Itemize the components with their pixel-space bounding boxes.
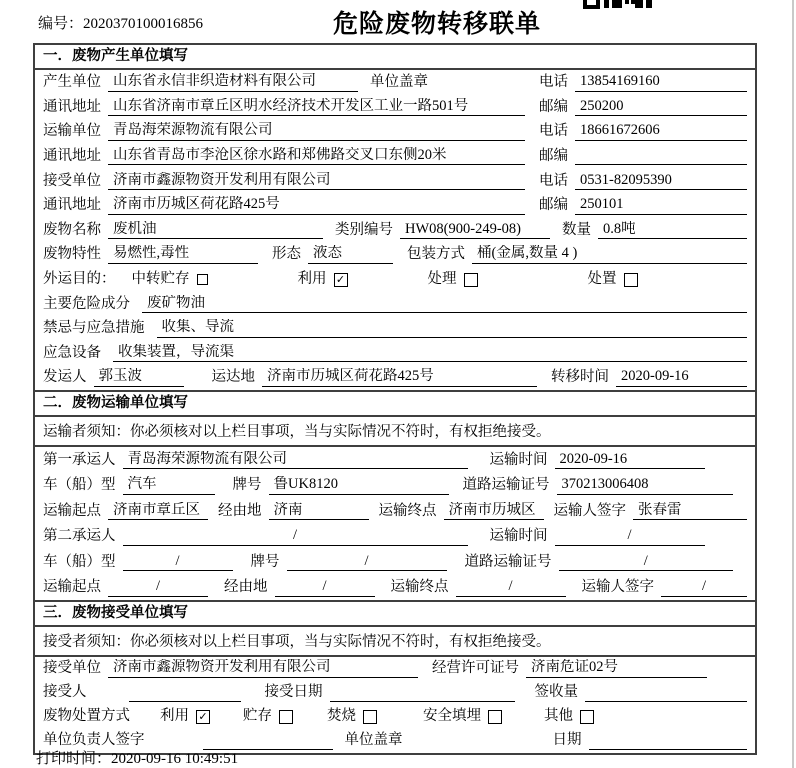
receiver-unit-label: 接受单位: [43, 172, 101, 189]
transporter-notice: [35, 417, 755, 447]
row-transport-address: [35, 144, 755, 169]
section-receiver: [35, 600, 755, 753]
row-emergency-equipment: [35, 341, 755, 366]
unit-seal-label: 单位盖章: [370, 74, 428, 91]
checkbox-transfer-storage: [197, 274, 208, 285]
check-mark-disposal: ✓: [198, 711, 208, 724]
via-2-value: /: [275, 578, 375, 596]
row-producer-address: [35, 95, 755, 120]
form-title: 危险废物转移联单: [333, 11, 542, 38]
producer-zip-label: 邮编: [539, 98, 568, 115]
transport-phone-label: 电话: [539, 123, 568, 140]
row-waste-character: [35, 242, 755, 267]
date-value: [589, 733, 748, 750]
category-code-value: HW08(900-249-08): [400, 221, 550, 239]
print-time-label: 打印时间：: [36, 751, 112, 767]
option-dispose: [588, 271, 638, 288]
transport-address-value: 山东省青岛市李沧区徐水路和郑佛路交叉口东侧20米: [108, 147, 525, 165]
road-permit-label: 道路运输证号: [462, 477, 550, 494]
row-vehicle-type-2: [35, 549, 755, 575]
vehicle-type-value: 汽车: [123, 476, 215, 494]
page-edge-line: [792, 0, 794, 768]
checkbox-landfill: [488, 710, 502, 724]
receiver-phone-value: 0531-82095390: [575, 172, 747, 190]
receiver-notice: [35, 627, 755, 657]
row-route-2: [35, 574, 755, 600]
option-incinerate: [327, 708, 377, 725]
option-other-label: 其他: [544, 708, 573, 725]
license-number-label: 经营许可证号: [432, 660, 519, 677]
row-taboo-measures: [35, 316, 755, 341]
row-accepting-unit: [35, 657, 755, 681]
producer-address-label: 通讯地址: [43, 98, 101, 115]
origin-value: 济南市章丘区: [108, 502, 208, 520]
emergency-equipment-value: 收集装置，导流渠: [113, 344, 747, 362]
producer-unit-label: 产生单位: [43, 74, 101, 91]
row-consignor: [35, 365, 755, 390]
section-transporter: [35, 390, 755, 600]
packing-label: 包装方式: [407, 246, 465, 263]
category-code-label: 类别编号: [335, 221, 393, 238]
waste-name-value: 废机油: [108, 221, 323, 239]
transporter-notice-text: 你必须核对以上栏目事项，当与实际情况不符时，有权拒绝接受。: [130, 424, 551, 441]
waste-form-value: 液态: [308, 245, 393, 263]
road-permit-2-value: /: [559, 553, 734, 571]
terminal-label: 运输终点: [378, 502, 437, 519]
option-disposal-use-label: 利用: [160, 708, 189, 725]
accept-date-value: [330, 685, 515, 702]
row-receiver-address: [35, 193, 755, 218]
receiver-address-value: 济南市历城区荷花路425号: [108, 196, 525, 214]
taboo-measures-label: 禁忌与应急措施: [43, 320, 145, 337]
waste-name-label: 废物名称: [43, 221, 101, 238]
accepting-unit-value: 济南市鑫源物资开发利用有限公司: [108, 659, 418, 677]
section-transporter-title: 二．废物运输单位填写: [35, 392, 755, 417]
option-storage: [243, 708, 293, 725]
producer-phone-label: 电话: [539, 74, 568, 91]
row-hazard-component: [35, 291, 755, 316]
row-outbound-purpose: [35, 267, 755, 292]
row-disposal-method: [35, 705, 755, 729]
checkbox-incinerate: [363, 710, 377, 724]
destination-value: 济南市历城区荷花路425号: [262, 368, 537, 386]
consignor-value: 郭玉波: [94, 368, 184, 386]
option-transfer-storage-label: 中转贮存: [131, 270, 190, 287]
carrier-signature-2-value: /: [661, 578, 747, 596]
received-quantity-value: [585, 685, 747, 702]
terminal-value: 济南市历城区: [444, 502, 544, 520]
producer-unit-value: 山东省永信非织造材料有限公司: [108, 73, 358, 91]
checkbox-treat: [464, 273, 478, 287]
first-carrier-value: 青岛海荣源物流有限公司: [123, 451, 468, 469]
vehicle-type-2-label: 车（船）型: [43, 553, 116, 570]
print-time-value: 2020-09-16 10:49:51: [111, 751, 239, 767]
road-permit-value: 370213006408: [557, 476, 734, 494]
option-treat: [428, 271, 478, 288]
row-vehicle-type-1: [35, 472, 755, 498]
origin-2-value: /: [108, 578, 208, 596]
receiver-address-label: 通讯地址: [43, 197, 101, 214]
hazard-component-label: 主要危险成分: [43, 295, 130, 312]
serial-label: 编号：: [38, 16, 84, 32]
transport-zip-label: 邮编: [539, 147, 568, 164]
terminal-2-value: /: [456, 578, 566, 596]
emergency-equipment-label: 应急设备: [43, 344, 101, 361]
consignor-label: 发运人: [43, 369, 87, 386]
license-number-value: 济南危证02号: [526, 659, 707, 677]
manifest-form: [33, 43, 757, 755]
transport-zip-value: [575, 148, 747, 165]
vehicle-type-label: 车（船）型: [43, 477, 116, 494]
via-2-label: 经由地: [224, 579, 268, 596]
option-other: [544, 708, 594, 725]
date-label: 日期: [552, 732, 582, 749]
row-transport-unit: [35, 119, 755, 144]
receiver-notice-text: 你必须核对以上栏目事项，当与实际情况不符时，有权拒绝接受。: [130, 634, 551, 651]
option-dispose-label: 处置: [587, 270, 617, 287]
accept-date-label: 接受日期: [264, 684, 323, 701]
second-carrier-value: /: [123, 527, 468, 545]
outbound-purpose-label: 外运目的：: [43, 270, 116, 287]
producer-phone-value: 13854169160: [575, 73, 747, 91]
transporter-notice-label: 运输者须知：: [43, 424, 130, 441]
qr-code-fragment: [583, 0, 653, 11]
accepting-unit-label: 接受单位: [43, 660, 101, 677]
first-carrier-label: 第一承运人: [43, 451, 116, 468]
option-storage-label: 贮存: [243, 708, 272, 725]
acceptor-value: [129, 685, 241, 702]
row-first-carrier: [35, 447, 755, 473]
receiver-unit-value: 济南市鑫源物资开发利用有限公司: [108, 172, 525, 190]
quantity-value: 0.8吨: [598, 221, 747, 239]
transport-unit-label: 运输单位: [43, 123, 101, 140]
producer-address-value: 山东省济南市章丘区明水经济技术开发区工业一路501号: [108, 98, 525, 116]
receiver-phone-label: 电话: [539, 172, 568, 189]
transport-address-label: 通讯地址: [43, 147, 101, 164]
section-producer-title: 一．废物产生单位填写: [35, 45, 755, 70]
transfer-date-label: 转移时间: [551, 369, 609, 386]
receiver-notice-label: 接受者须知：: [43, 634, 130, 651]
responsible-signature-label: 单位负责人签字: [43, 732, 145, 749]
producer-zip-value: 250200: [575, 98, 747, 116]
via-value: 济南: [269, 502, 369, 520]
option-disposal-use: [160, 708, 210, 725]
hazard-component-value: 废矿物油: [142, 295, 747, 313]
received-quantity-label: 签收量: [534, 684, 578, 701]
option-landfill: [423, 708, 502, 725]
checkbox-dispose: [624, 273, 638, 287]
quantity-label: 数量: [562, 221, 591, 238]
option-landfill-label: 安全填埋: [423, 708, 481, 725]
waste-character-label: 废物特性: [43, 246, 101, 263]
road-permit-2-label: 道路运输证号: [464, 553, 552, 570]
transport-unit-value: 青岛海荣源物流有限公司: [108, 122, 525, 140]
taboo-measures-value: 收集、导流: [157, 319, 748, 337]
plate-number-value: 鲁UK8120: [269, 476, 449, 494]
check-mark: ✓: [335, 273, 346, 286]
packing-value: 桶(金属,数量 4 ): [472, 245, 747, 263]
print-time: [36, 747, 238, 768]
waste-character-value: 易燃性,毒性: [108, 245, 258, 263]
option-use-label: 利用: [297, 270, 327, 287]
row-second-carrier: [35, 523, 755, 549]
checkbox-use-checked: [334, 273, 348, 287]
option-use: [298, 271, 348, 288]
serial-number: [38, 12, 203, 33]
row-producer-unit: [35, 70, 755, 95]
option-treat-label: 处理: [427, 270, 457, 287]
vehicle-type-2-value: /: [123, 553, 233, 571]
row-receiver-unit: [35, 168, 755, 193]
carrier-signature-value: 张春雷: [633, 502, 747, 520]
receiver-zip-label: 邮编: [539, 197, 568, 214]
origin-2-label: 运输起点: [43, 579, 101, 596]
option-incinerate-label: 焚烧: [327, 708, 356, 725]
serial-value: 2020370100016856: [83, 16, 204, 32]
checkbox-disposal-use-checked: [196, 710, 210, 724]
plate-number-2-label: 牌号: [250, 553, 280, 570]
receiver-seal-label: 单位盖章: [344, 732, 403, 749]
via-label: 经由地: [218, 502, 262, 519]
plate-number-label: 牌号: [232, 477, 262, 494]
origin-label: 运输起点: [43, 502, 101, 519]
carrier-signature-label: 运输人签字: [553, 502, 626, 519]
checkbox-other: [580, 710, 594, 724]
transport-time-2-label: 运输时间: [489, 528, 548, 545]
disposal-method-label: 废物处置方式: [43, 708, 130, 725]
row-waste-name: [35, 218, 755, 243]
acceptor-label: 接受人: [43, 684, 87, 701]
waste-form-label: 形态: [272, 246, 301, 263]
transport-time-2-value: /: [555, 527, 705, 545]
row-route-1: [35, 498, 755, 524]
carrier-signature-2-label: 运输人签字: [581, 579, 654, 596]
terminal-2-label: 运输终点: [390, 579, 449, 596]
second-carrier-label: 第二承运人: [43, 528, 116, 545]
transport-time-label: 运输时间: [489, 451, 548, 468]
section-producer: [35, 45, 755, 390]
row-acceptor: [35, 681, 755, 705]
option-transfer-storage: [132, 271, 208, 288]
section-receiver-title: 三．废物接受单位填写: [35, 602, 755, 627]
destination-label: 运达地: [211, 369, 255, 386]
plate-number-2-value: /: [287, 553, 447, 571]
checkbox-storage: [279, 710, 293, 724]
transport-time-value: 2020-09-16: [555, 451, 705, 469]
transport-phone-value: 18661672606: [575, 122, 747, 140]
transfer-date-value: 2020-09-16: [616, 368, 747, 386]
receiver-zip-value: 250101: [575, 196, 747, 214]
